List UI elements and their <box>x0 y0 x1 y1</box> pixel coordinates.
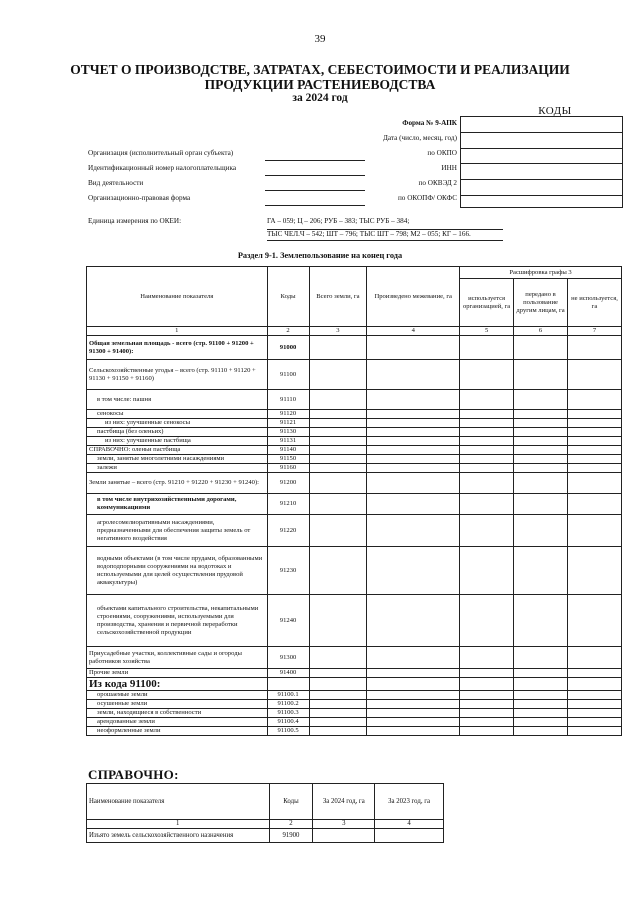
value-cell[interactable] <box>568 428 622 437</box>
row-code: 91100.3 <box>267 709 309 718</box>
value-cell[interactable] <box>309 669 367 678</box>
value-cell[interactable] <box>309 700 367 709</box>
table-row <box>87 829 444 843</box>
value-cell[interactable] <box>309 678 367 691</box>
header-unused: не используется, га <box>568 279 622 327</box>
row-code: 91100.2 <box>267 700 309 709</box>
value-cell[interactable] <box>460 336 514 360</box>
value-cell[interactable] <box>309 515 367 547</box>
col-num: 6 <box>514 327 568 336</box>
value-cell[interactable] <box>309 727 367 736</box>
table-row <box>87 473 622 494</box>
value-cell[interactable] <box>460 494 514 515</box>
blank-cell <box>267 678 309 691</box>
row-code: 91240 <box>267 595 309 647</box>
table-row <box>87 360 622 390</box>
inn-label: ИНН <box>441 164 457 172</box>
row-code: 91150 <box>267 455 309 464</box>
value-cell[interactable] <box>313 829 375 843</box>
value-cell[interactable] <box>514 455 568 464</box>
col-num: 5 <box>460 327 514 336</box>
value-cell[interactable] <box>460 678 514 691</box>
table-row <box>87 464 622 473</box>
value-cell[interactable] <box>309 446 367 455</box>
subsection-header: Из кода 91100: <box>87 678 268 691</box>
page-number: 39 <box>314 33 326 45</box>
taxpayer-id-label: Идентификационный номер налогоплательщика <box>88 164 237 172</box>
value-cell[interactable] <box>460 691 514 700</box>
value-cell[interactable] <box>568 360 622 390</box>
row-code: 91210 <box>267 494 309 515</box>
row-name: Сельскохозяйственные угодья – всего (стр. 91110 + 91120 + 91130 + 91150 + 91160) <box>87 360 268 390</box>
value-cell[interactable] <box>514 595 568 647</box>
code-cell-form[interactable] <box>461 117 622 133</box>
value-cell[interactable] <box>309 410 367 419</box>
row-name: осушенные земли <box>87 700 268 709</box>
value-cell[interactable] <box>514 647 568 669</box>
column-numbers-row <box>87 327 622 336</box>
row-name: в том числе: пашня <box>87 390 268 410</box>
value-cell[interactable] <box>309 336 367 360</box>
value-cell[interactable] <box>460 464 514 473</box>
value-cell[interactable] <box>568 455 622 464</box>
table-row <box>87 691 622 700</box>
value-cell[interactable] <box>514 494 568 515</box>
row-name: объектами капитального строительства, некапитальными строениями, сооружениями, используемыми для производства, хранения и первичной переработки сельскохозяйственной продукции <box>87 595 268 647</box>
activity-label: Вид деятельности <box>88 179 144 187</box>
value-cell[interactable] <box>367 700 460 709</box>
table-row <box>87 669 622 678</box>
value-cell[interactable] <box>514 419 568 428</box>
row-code: 91000 <box>267 336 309 360</box>
value-cell[interactable] <box>514 727 568 736</box>
col-num: 7 <box>568 327 622 336</box>
report-year: за 2024 год <box>292 92 348 104</box>
value-cell[interactable] <box>460 446 514 455</box>
value-cell[interactable] <box>568 727 622 736</box>
okved-label: по ОКВЭД 2 <box>418 179 457 187</box>
value-cell[interactable] <box>568 718 622 727</box>
value-cell[interactable] <box>367 547 460 595</box>
value-cell[interactable] <box>514 718 568 727</box>
row-name: орошаемые земли <box>87 691 268 700</box>
okopf-label: по ОКОПФ/ ОКФС <box>397 194 457 202</box>
value-cell[interactable] <box>367 455 460 464</box>
activity-field[interactable] <box>265 190 365 191</box>
table-row <box>87 547 622 595</box>
row-code: 91300 <box>267 647 309 669</box>
value-cell[interactable] <box>514 669 568 678</box>
row-code: 91140 <box>267 446 309 455</box>
value-cell[interactable] <box>514 515 568 547</box>
ref-row-name: Изъято земель сельскохозяйственного назначения <box>87 829 270 843</box>
value-cell[interactable] <box>568 595 622 647</box>
header-breakdown: Расшифровка графы 3 <box>460 267 622 279</box>
ref-column-numbers-row <box>87 820 444 829</box>
code-cell-date[interactable] <box>461 133 622 149</box>
value-cell[interactable] <box>568 446 622 455</box>
legal-form-label: Организационно-правовая форма <box>88 194 191 202</box>
value-cell[interactable] <box>460 647 514 669</box>
report-title-line2: ПРОДУКЦИИ РАСТЕНИЕВОДСТВА <box>204 77 436 92</box>
table-row <box>87 727 622 736</box>
taxpayer-id-field[interactable] <box>265 175 365 176</box>
value-cell[interactable] <box>309 547 367 595</box>
ref-header-code: Коды <box>269 784 313 820</box>
code-cell-okopf[interactable] <box>461 196 622 211</box>
value-cell[interactable] <box>568 647 622 669</box>
col-num: 1 <box>87 820 270 829</box>
value-cell[interactable] <box>514 678 568 691</box>
row-code: 91100.4 <box>267 718 309 727</box>
codes-header: КОДЫ <box>538 105 572 117</box>
value-cell[interactable] <box>309 437 367 446</box>
table-row <box>87 455 622 464</box>
value-cell[interactable] <box>367 691 460 700</box>
value-cell[interactable] <box>568 410 622 419</box>
report-title <box>60 62 580 92</box>
org-field[interactable] <box>265 160 365 161</box>
row-code: 91121 <box>267 419 309 428</box>
row-name: пастбища (без оленьих) <box>87 428 268 437</box>
row-name: водными объектами (в том числе прудами, образованными водоподпорными сооружениями на водотоках и используемыми для целей осуществления прудовой аквакультуры) <box>87 547 268 595</box>
subsection-header-row <box>87 678 622 691</box>
value-cell[interactable] <box>367 709 460 718</box>
okei-line1: ГА – 059; Ц – 206; РУБ – 383; ТЫС РУБ – 384; <box>267 217 410 225</box>
value-cell[interactable] <box>375 829 444 843</box>
table-row <box>87 446 622 455</box>
row-code: 91131 <box>267 437 309 446</box>
form-number-label: Форма № 9-АПК <box>402 119 457 127</box>
table-row <box>87 494 622 515</box>
section-title: Раздел 9-1. Землепользование на конец года <box>237 251 403 260</box>
value-cell[interactable] <box>460 455 514 464</box>
code-cell-okpo[interactable] <box>461 149 622 165</box>
row-name: из них: улучшенные сенокосы <box>87 419 268 428</box>
row-name: неоформленные земли <box>87 727 268 736</box>
row-code: 91160 <box>267 464 309 473</box>
row-code: 91220 <box>267 515 309 547</box>
value-cell[interactable] <box>309 390 367 410</box>
okei-underline <box>267 240 503 241</box>
value-cell[interactable] <box>568 494 622 515</box>
row-code: 91200 <box>267 473 309 494</box>
value-cell[interactable] <box>460 515 514 547</box>
ref-header-2024: За 2024 год, га <box>313 784 375 820</box>
value-cell[interactable] <box>514 464 568 473</box>
value-cell[interactable] <box>568 691 622 700</box>
value-cell[interactable] <box>514 390 568 410</box>
value-cell[interactable] <box>568 669 622 678</box>
value-cell[interactable] <box>309 360 367 390</box>
reference-table <box>86 783 444 843</box>
value-cell[interactable] <box>309 428 367 437</box>
table-row <box>87 410 622 419</box>
value-cell[interactable] <box>460 595 514 647</box>
value-cell[interactable] <box>367 410 460 419</box>
value-cell[interactable] <box>514 437 568 446</box>
value-cell[interactable] <box>514 709 568 718</box>
value-cell[interactable] <box>367 473 460 494</box>
row-name: агролесомелиоративными насаждениями, предназначенными для обеспечения защиты земель от негативного воздействия <box>87 515 268 547</box>
row-code: 91100.5 <box>267 727 309 736</box>
row-name: в том числе внутрихозяйственными дорогами, коммуникациями <box>87 494 268 515</box>
table-row <box>87 515 622 547</box>
value-cell[interactable] <box>568 709 622 718</box>
legal-form-field[interactable] <box>265 205 365 206</box>
value-cell[interactable] <box>367 595 460 647</box>
value-cell[interactable] <box>568 437 622 446</box>
header-name: Наименование показателя <box>87 267 268 327</box>
row-code: 91230 <box>267 547 309 595</box>
row-code: 91130 <box>267 428 309 437</box>
land-use-rows <box>87 336 622 736</box>
value-cell[interactable] <box>514 446 568 455</box>
row-name: Земли занятые – всего (стр. 91210 + 91220 + 91230 + 91240): <box>87 473 268 494</box>
value-cell[interactable] <box>514 336 568 360</box>
value-cell[interactable] <box>309 691 367 700</box>
value-cell[interactable] <box>309 464 367 473</box>
col-num: 3 <box>313 820 375 829</box>
value-cell[interactable] <box>309 494 367 515</box>
col-num: 1 <box>87 327 268 336</box>
value-cell[interactable] <box>309 647 367 669</box>
code-cell-inn[interactable] <box>461 164 622 180</box>
value-cell[interactable] <box>309 595 367 647</box>
value-cell[interactable] <box>568 678 622 691</box>
value-cell[interactable] <box>460 428 514 437</box>
value-cell[interactable] <box>460 700 514 709</box>
land-use-table <box>86 266 622 736</box>
header-survey: Произведено межевание, га <box>367 267 460 327</box>
reference-title: СПРАВОЧНО: <box>88 767 179 782</box>
value-cell[interactable] <box>367 437 460 446</box>
value-cell[interactable] <box>460 390 514 410</box>
row-code: 91400 <box>267 669 309 678</box>
value-cell[interactable] <box>367 678 460 691</box>
value-cell[interactable] <box>460 360 514 390</box>
header-transferred: передано в пользование другим лицам, га <box>514 279 568 327</box>
report-title-line1: ОТЧЕТ О ПРОИЗВОДСТВЕ, ЗАТРАТАХ, СЕБЕСТОИМОСТИ И РЕАЛИЗАЦИИ <box>70 62 570 77</box>
value-cell[interactable] <box>309 419 367 428</box>
value-cell[interactable] <box>460 709 514 718</box>
value-cell[interactable] <box>367 336 460 360</box>
ref-header-name: Наименование показателя <box>87 784 270 820</box>
table-row <box>87 718 622 727</box>
ref-header-2023: За 2023 год, га <box>375 784 444 820</box>
value-cell[interactable] <box>367 718 460 727</box>
value-cell[interactable] <box>514 547 568 595</box>
value-cell[interactable] <box>514 428 568 437</box>
row-name: Общая земельная площадь - всего (стр. 91100 + 91200 + 91300 + 91400): <box>87 336 268 360</box>
ref-row-code: 91900 <box>269 829 313 843</box>
header-total: Всего земли, га <box>309 267 367 327</box>
value-cell[interactable] <box>514 473 568 494</box>
value-cell[interactable] <box>514 410 568 419</box>
table-row <box>87 390 622 410</box>
value-cell[interactable] <box>460 410 514 419</box>
value-cell[interactable] <box>460 727 514 736</box>
value-cell[interactable] <box>568 515 622 547</box>
value-cell[interactable] <box>568 336 622 360</box>
value-cell[interactable] <box>367 669 460 678</box>
row-name: залежи <box>87 464 268 473</box>
row-name: Приусадебные участки, коллективные сады и огороды работников хозяйства <box>87 647 268 669</box>
table-row <box>87 709 622 718</box>
value-cell[interactable] <box>568 700 622 709</box>
value-cell[interactable] <box>568 419 622 428</box>
value-cell[interactable] <box>568 390 622 410</box>
table-row <box>87 647 622 669</box>
row-name: земли, занятые многолетними насаждениями <box>87 455 268 464</box>
col-num: 2 <box>267 327 309 336</box>
value-cell[interactable] <box>367 515 460 547</box>
value-cell[interactable] <box>367 428 460 437</box>
value-cell[interactable] <box>568 464 622 473</box>
value-cell[interactable] <box>309 709 367 718</box>
row-name: земли, находящиеся в собственности <box>87 709 268 718</box>
value-cell[interactable] <box>367 727 460 736</box>
date-label: Дата (число, месяц, год) <box>382 134 457 142</box>
row-name: арендованные земли <box>87 718 268 727</box>
value-cell[interactable] <box>367 464 460 473</box>
row-code: 91120 <box>267 410 309 419</box>
org-label: Организация (исполнительный орган субъекта) <box>88 149 234 157</box>
value-cell[interactable] <box>367 360 460 390</box>
table-row <box>87 595 622 647</box>
value-cell[interactable] <box>367 390 460 410</box>
value-cell[interactable] <box>309 455 367 464</box>
value-cell[interactable] <box>460 473 514 494</box>
table-row <box>87 700 622 709</box>
header-used: используется организацией, га <box>460 279 514 327</box>
codes-box <box>460 116 623 208</box>
col-num: 2 <box>269 820 313 829</box>
value-cell[interactable] <box>460 718 514 727</box>
value-cell[interactable] <box>568 473 622 494</box>
row-name: СПРАВОЧНО: оленьи пастбища <box>87 446 268 455</box>
row-name: сенокосы <box>87 410 268 419</box>
value-cell[interactable] <box>309 473 367 494</box>
value-cell[interactable] <box>460 669 514 678</box>
col-num: 4 <box>367 327 460 336</box>
col-num: 3 <box>309 327 367 336</box>
row-code: 91100.1 <box>267 691 309 700</box>
okpo-label: по ОКПО <box>427 149 457 157</box>
row-name: Прочие земли <box>87 669 268 678</box>
table-row <box>87 419 622 428</box>
value-cell[interactable] <box>460 419 514 428</box>
value-cell[interactable] <box>367 446 460 455</box>
value-cell[interactable] <box>568 547 622 595</box>
value-cell[interactable] <box>460 547 514 595</box>
value-cell[interactable] <box>367 419 460 428</box>
value-cell[interactable] <box>514 360 568 390</box>
value-cell[interactable] <box>514 691 568 700</box>
value-cell[interactable] <box>367 647 460 669</box>
okei-line2: ТЫС ЧЕЛ.Ч – 542; ШТ – 796; ТЫС ШТ – 798; М2 – 055; КГ – 166. <box>267 229 503 238</box>
row-name: из них: улучшенные пастбища <box>87 437 268 446</box>
row-code: 91110 <box>267 390 309 410</box>
value-cell[interactable] <box>460 437 514 446</box>
value-cell[interactable] <box>309 718 367 727</box>
code-cell-okved[interactable] <box>461 180 622 196</box>
okei-label: Единица измерения по ОКЕИ: <box>88 217 182 225</box>
header-code: Коды <box>267 267 309 327</box>
table-row <box>87 428 622 437</box>
table-row <box>87 336 622 360</box>
value-cell[interactable] <box>514 700 568 709</box>
value-cell[interactable] <box>367 494 460 515</box>
col-num: 4 <box>375 820 444 829</box>
table-row <box>87 437 622 446</box>
row-code: 91100 <box>267 360 309 390</box>
